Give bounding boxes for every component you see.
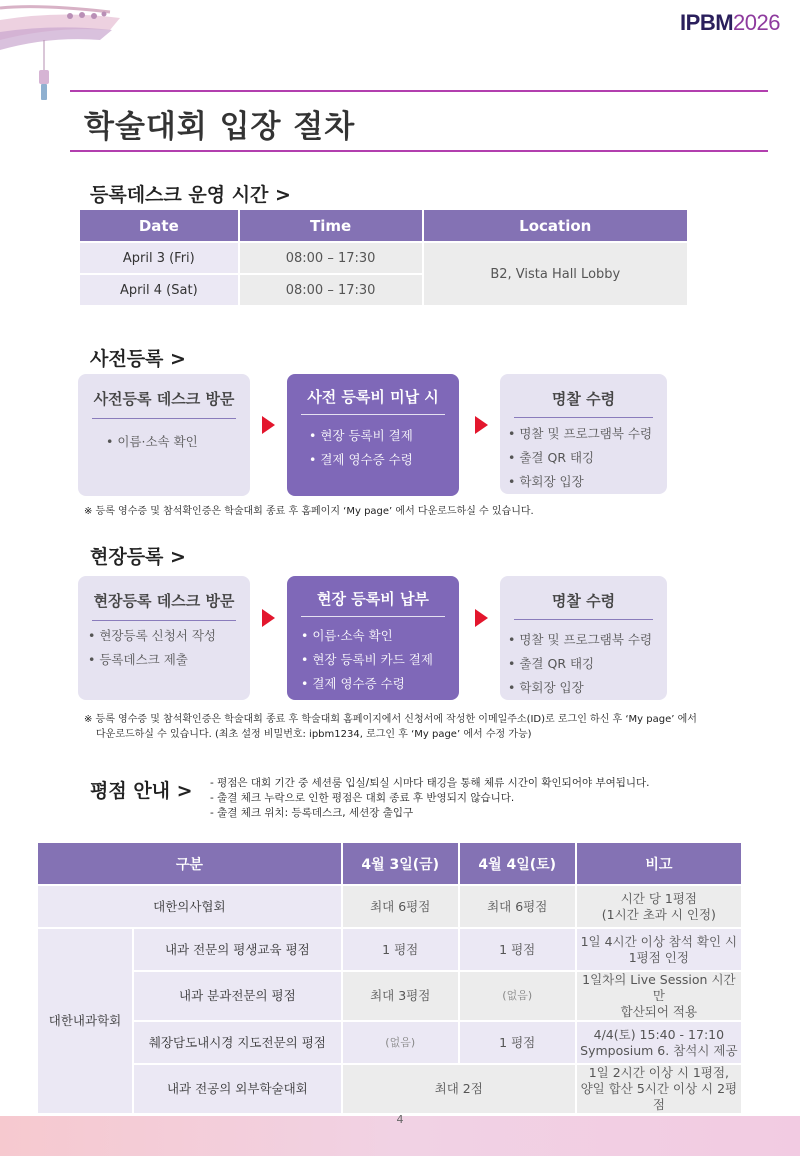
- column-header: 4월 4일(토): [460, 843, 575, 884]
- table-row: [38, 886, 741, 927]
- title-rule-top: [70, 90, 768, 92]
- column-header: 4월 3일(금): [343, 843, 458, 884]
- onsite-step-1-box: [78, 576, 250, 700]
- list-item: • 명찰 및 프로그램북 수령: [508, 422, 652, 446]
- day1-cell: (없음): [343, 1022, 458, 1063]
- grading-heading: 평점 안내 >: [90, 780, 193, 802]
- table-header-row: [38, 843, 741, 884]
- step-title: 현장등록 데스크 방문: [93, 592, 235, 610]
- date-cell: April 3 (Fri): [80, 243, 238, 273]
- onsite-registration-heading: 현장등록 >: [90, 546, 186, 568]
- remark-line-2: 합산되어 적용: [620, 1004, 698, 1019]
- page-title: 학술대회 입장 절차: [84, 109, 356, 145]
- column-header: Date: [80, 210, 238, 241]
- title-rule-bottom: [70, 150, 768, 152]
- name-cell: 내과 분과전문의 평점: [134, 972, 341, 1020]
- list-item: • 학회장 입장: [508, 470, 652, 494]
- pre-registration-heading: 사전등록 >: [90, 348, 186, 370]
- logo-brand: IPBM: [680, 10, 734, 35]
- both-days-cell: 최대 2점: [343, 1065, 575, 1113]
- pre-registration-note: ※ 등록 영수증 및 참석확인증은 학술대회 종료 후 홈페이지 ‘My page’ 에서 다운로드하실 수 있습니다.: [84, 506, 534, 517]
- day2-cell: 최대 6평점: [460, 886, 575, 927]
- pre-step-2-box: [287, 374, 459, 496]
- remark-line-2: (1시간 초과 시 인정): [601, 906, 716, 922]
- list-item: • 현장 등록비 카드 결제: [301, 648, 433, 672]
- onsite-step-3-box: [500, 576, 667, 700]
- table-header-row: [80, 210, 687, 241]
- table-row: [80, 243, 687, 273]
- remark-line-2: 1평점 인정: [628, 949, 689, 965]
- time-cell: 08:00 – 17:30: [240, 275, 422, 305]
- list-item: • 결제 영수증 수령: [309, 448, 413, 472]
- table-row: [38, 1022, 741, 1063]
- org-cell: 대한의사협회: [38, 886, 341, 927]
- column-header: Time: [240, 210, 422, 241]
- column-header: 비고: [577, 843, 741, 884]
- remark-cell: [577, 1022, 741, 1063]
- list-item: • 이름·소속 확인: [106, 430, 198, 454]
- list-item: • 출결 QR 태깅: [508, 446, 652, 470]
- pre-step-3-box: [500, 374, 667, 494]
- column-header: 구분: [38, 843, 341, 884]
- divider: [92, 620, 236, 621]
- step-items: [301, 624, 433, 696]
- decorative-roof-ornament: [0, 0, 130, 110]
- table-row: [38, 972, 741, 1020]
- remark-line-2: 양일 합산 5시간 이상 시 2평점: [580, 1081, 738, 1112]
- logo-year: 2026: [733, 10, 780, 35]
- list-item: - 출결 체크 위치: 등록데스크, 세션장 출입구: [210, 806, 650, 821]
- grading-table: [36, 841, 743, 1115]
- step-title: 현장 등록비 납부: [317, 590, 429, 608]
- remark-cell: [577, 1065, 741, 1113]
- step-items: [508, 628, 652, 700]
- arrow-right-icon: [262, 416, 275, 434]
- remark-cell: [577, 972, 741, 1020]
- list-item: - 출결 체크 누락으로 인한 평점은 대회 종료 후 반영되지 않습니다.: [210, 791, 650, 806]
- divider: [514, 619, 653, 620]
- divider: [301, 616, 445, 617]
- day1-cell: 최대 3평점: [343, 972, 458, 1020]
- divider: [301, 414, 445, 415]
- page-number: 4: [396, 1113, 404, 1126]
- pre-step-1-box: [78, 374, 250, 496]
- list-item: • 등록데스크 제출: [88, 648, 216, 672]
- remark-line-1: 4/4(토) 15:40 - 17:10: [593, 1026, 725, 1042]
- group-cell: 대한내과학회: [38, 929, 132, 1113]
- arrow-right-icon: [475, 609, 488, 627]
- day1-cell: 1 평점: [343, 929, 458, 970]
- list-item: • 이름·소속 확인: [301, 624, 433, 648]
- table-row: [38, 929, 741, 970]
- remark-line-1: 1일 2시간 이상 시 1평점,: [588, 1065, 730, 1080]
- grading-notes: [210, 776, 650, 821]
- onsite-registration-note-line-1: ※ 등록 영수증 및 참석확인증은 학술대회 종료 후 학술대회 홈페이지에서 신청서에 작성한 이메일주소(ID)로 로그인 하신 후 ‘My page’ 에서: [84, 714, 697, 725]
- conference-logo: [680, 10, 780, 36]
- step-items: [508, 422, 652, 494]
- remark-line-1: 1일차의 Live Session 시간만: [582, 972, 736, 1003]
- name-cell: 내과 전문의 평생교육 평점: [134, 929, 341, 970]
- list-item: • 결제 영수증 수령: [301, 672, 433, 696]
- step-title: 사전등록 데스크 방문: [93, 390, 235, 408]
- onsite-step-2-box: [287, 576, 459, 700]
- list-item: • 학회장 입장: [508, 676, 652, 700]
- day1-cell: 최대 6평점: [343, 886, 458, 927]
- arrow-right-icon: [262, 609, 275, 627]
- remark-line-1: 시간 당 1평점: [620, 890, 697, 906]
- day2-cell: 1 평점: [460, 1022, 575, 1063]
- remark-line-1: 1일 4시간 이상 참석 확인 시: [580, 933, 738, 949]
- arrow-right-icon: [475, 416, 488, 434]
- desk-hours-heading: 등록데스크 운영 시간 >: [90, 184, 291, 206]
- list-item: • 현장 등록비 결제: [309, 424, 413, 448]
- step-items: [106, 430, 198, 454]
- step-items: [88, 624, 216, 672]
- column-header: Location: [424, 210, 687, 241]
- remark-cell: [577, 886, 741, 927]
- list-item: • 현장등록 신청서 작성: [88, 624, 216, 648]
- step-title: 명찰 수령: [551, 592, 616, 610]
- name-cell: 내과 전공의 외부학술대회: [134, 1065, 341, 1113]
- time-cell: 08:00 – 17:30: [240, 243, 422, 273]
- table-row: [38, 1065, 741, 1113]
- step-title: 명찰 수령: [551, 390, 616, 408]
- step-title: 사전 등록비 미납 시: [307, 388, 439, 406]
- step-items: [309, 424, 413, 472]
- remark-line-2: Symposium 6. 참석시 제공: [580, 1042, 738, 1058]
- list-item: • 명찰 및 프로그램북 수령: [508, 628, 652, 652]
- onsite-registration-note-line-2: 다운로드하실 수 있습니다. (최초 설정 비밀번호: ipbm1234, 로그인 후 ‘My page’ 에서 수정 가능): [96, 729, 532, 740]
- date-cell: April 4 (Sat): [80, 275, 238, 305]
- list-item: - 평점은 대회 기간 중 세션룸 입실/퇴실 시마다 태깅을 통해 체류 시간이 확인되어야 부여됩니다.: [210, 776, 650, 791]
- location-cell: B2, Vista Hall Lobby: [424, 243, 687, 305]
- list-item: • 출결 QR 태깅: [508, 652, 652, 676]
- desk-hours-table: [78, 208, 689, 307]
- name-cell: 췌장담도내시경 지도전문의 평점: [134, 1022, 341, 1063]
- divider: [92, 418, 236, 419]
- day2-cell: (없음): [460, 972, 575, 1020]
- day2-cell: 1 평점: [460, 929, 575, 970]
- divider: [514, 417, 653, 418]
- remark-cell: [577, 929, 741, 970]
